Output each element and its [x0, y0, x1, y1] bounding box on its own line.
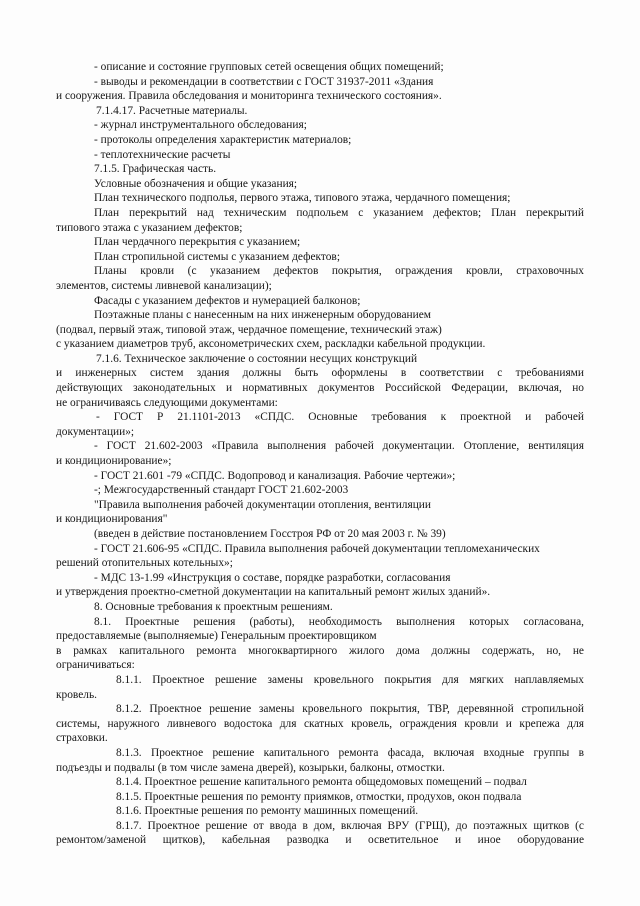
text-line: страховки.: [56, 732, 108, 745]
text-line: типового этажа с указанием дефектов;: [56, 221, 243, 234]
text-line: - ГОСТ 21.601 -79 «СПДС. Водопровод и канализация. Рабочие чертежи»;: [94, 469, 456, 482]
text-line: документации»;: [56, 425, 135, 438]
text-line: и сооружения. Правила обследования и мониторинга технического состояния».: [56, 90, 442, 103]
text-line: План стропильной системы с указанием дефектов;: [94, 250, 340, 263]
text-line: - журнал инструментального обследования;: [94, 119, 307, 132]
text-line: и кондиционирования": [56, 513, 168, 526]
text-line: элементов, системы ливневой канализации);: [56, 279, 272, 292]
text-line: и кондиционирование»;: [56, 455, 172, 468]
text-line: 8.1. Проектные решения (работы), необходимость выполнения которых согласована,: [94, 615, 584, 628]
text-line: План технического подполья, первого этажа, типового этажа, чердачного помещения;: [94, 192, 511, 205]
text-line: - ГОСТ Р 21.1101-2013 «СПДС. Основные требования к проектной и рабочей: [96, 411, 584, 424]
text-line: и утверждения проектно-сметной документации на капитальный ремонт жилых зданий».: [56, 586, 491, 599]
text-line: с указанием диаметров труб, аксонометрических схем, раскладки кабельной продукции.: [56, 338, 486, 351]
text-line: подъезды и подвалы (в том числе замена дверей), козырьки, балконы, отмостки.: [56, 761, 445, 774]
document-body: [56, 60, 584, 848]
text-line: - протоколы определения характеристик материалов;: [94, 133, 352, 146]
text-line: - описание и состояние групповых сетей освещения общих помещений;: [94, 61, 444, 73]
text-line: действующих законодательных и нормативных документов Российской Федерации, включая, но: [56, 382, 584, 395]
text-line: 8.1.4. Проектное решение капитального ремонта общедомовых помещений – подвал: [116, 776, 527, 789]
text-line: 8. Основные требования к проектным решениям.: [94, 600, 333, 613]
text-line: Фасады с указанием дефектов и нумерацией балконов;: [94, 294, 361, 307]
text-line: предоставляемые (выполняемые) Генеральным проектировщиком: [56, 630, 377, 643]
text-line: Планы кровли (с указанием дефектов покрытия, ограждения кровли, страховочных: [94, 265, 584, 278]
text-line: - выводы и рекомендации в соответствии с ГОСТ 31937-2011 «Здания: [94, 75, 434, 88]
text-line: - МДС 13-1.99 «Инструкция о составе, порядке разработки, согласования: [94, 571, 451, 584]
text-line: и инженерных систем здания должны быть оформлены в соответствии с требованиями: [56, 367, 584, 380]
text-line: - ГОСТ 21.606-95 «СПДС. Правила выполнения рабочей документации тепломеханических: [94, 542, 540, 555]
text-line: 8.1.5. Проектные решения по ремонту приямков, отмостки, продухов, окон подвала: [116, 790, 522, 803]
text-line: 8.1.2. Проектное решение замены кровельного покрытия, ТВР, деревянной стропильной: [116, 703, 584, 716]
text-line: ремонтом/заменой щитков), кабельная разводка и осветительное и иное оборудование: [56, 834, 584, 847]
text-line: 7.1.5. Графическая часть.: [94, 163, 217, 176]
text-line: 8.1.7. Проектное решение от ввода в дом, включая ВРУ (ГРЩ), до поэтажных щитков (с: [116, 819, 584, 832]
text-line: решений отопительных котельных»;: [56, 557, 233, 570]
text-line: ограничиваться:: [56, 659, 135, 672]
text-line: План перекрытий над техническим подпольем с указанием дефектов; План перекрытий: [94, 206, 584, 219]
text-line: системы, наружного ливневого водостока для скатных кровель, ограждения кровли и крепежа для: [56, 717, 584, 730]
text-line: - ГОСТ 21.602-2003 «Правила выполнения рабочей документации. Отопление, вентиляция: [94, 440, 584, 453]
text-line: -; Межгосударственный стандарт ГОСТ 21.602-2003: [94, 484, 349, 497]
text-line: Условные обозначения и общие указания;: [94, 177, 298, 190]
text-line: кровель.: [56, 688, 98, 701]
text-line: 8.1.1. Проектное решение замены кровельного покрытия для мягких наплавляемых: [116, 673, 584, 686]
text-line: 7.1.4.17. Расчетные материалы.: [96, 104, 248, 117]
text-line: 8.1.6. Проектные решения по ремонту машинных помещений.: [116, 805, 419, 818]
text-line: - теплотехнические расчеты: [94, 148, 231, 161]
text-line: 8.1.3. Проектное решение капитального ремонта фасада, включая входные группы в: [116, 746, 584, 759]
text-line: 7.1.6. Техническое заключение о состоянии несущих конструкций: [96, 352, 418, 365]
text-line: "Правила выполнения рабочей документации отопления, вентиляции: [94, 498, 432, 511]
text-line: (подвал, первый этаж, типовой этаж, чердачное помещение, технический этаж): [56, 323, 442, 336]
text-line: не ограничиваясь следующими документами:: [56, 396, 278, 409]
text-line: (введен в действие постановлением Госстроя РФ от 20 мая 2003 г. № 39): [94, 528, 446, 540]
text-line: Поэтажные планы с нанесенным на них инженерным оборудованием: [94, 309, 432, 322]
text-line: План чердачного перекрытия с указанием;: [94, 236, 301, 249]
text-line: в рамках капитального ремонта многоквартирного жилого дома должны содержать, но, не: [56, 644, 584, 657]
